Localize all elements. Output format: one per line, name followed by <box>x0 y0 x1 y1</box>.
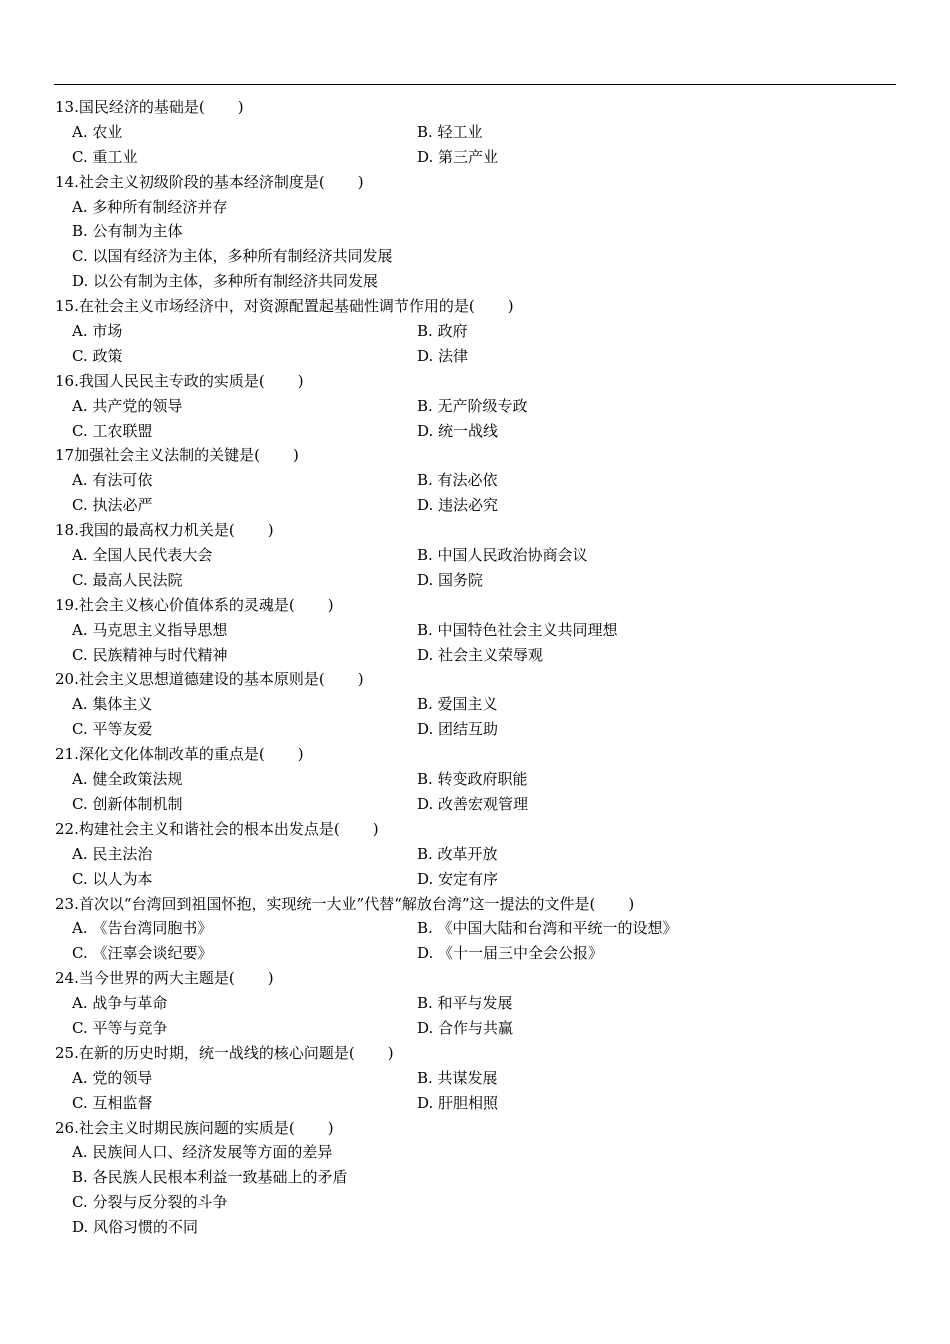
question-text: 25.在新的历史时期，统一战线的核心问题是( <box>55 1043 355 1062</box>
question-list <box>55 95 895 1240</box>
option-a[interactable]: A. 市场 <box>72 322 123 341</box>
question-stem <box>55 518 895 543</box>
question-text: 18.我国的最高权力机关是( <box>55 521 235 540</box>
option-b[interactable]: B. 改革开放 <box>417 844 498 863</box>
close-paren: ) <box>297 745 304 764</box>
option-row <box>55 941 895 966</box>
option-a[interactable]: A. 农业 <box>72 122 123 141</box>
option-d[interactable]: D. 第三产业 <box>417 147 499 166</box>
question-text: 14.社会主义初级阶段的基本经济制度是( <box>55 172 325 191</box>
option-b[interactable]: B. 轻工业 <box>417 122 483 141</box>
option-row <box>55 419 895 444</box>
question-item <box>55 892 895 967</box>
option-d[interactable]: D. 统一战线 <box>417 421 499 440</box>
option-c[interactable]: C. 工农联盟 <box>72 421 153 440</box>
option-c[interactable]: C. 互相监督 <box>72 1093 153 1112</box>
question-item <box>55 294 895 369</box>
option-c[interactable]: C. 以国有经济为主体，多种所有制经济共同发展 <box>72 247 393 266</box>
question-item <box>55 518 895 593</box>
option-c[interactable]: C. 平等友爱 <box>72 720 153 739</box>
option-row <box>55 120 895 145</box>
question-item <box>55 1116 895 1240</box>
option-b[interactable]: B. 转变政府职能 <box>417 770 528 789</box>
header-rule <box>54 84 896 85</box>
option-row <box>55 568 895 593</box>
option-c[interactable]: C. 分裂与反分裂的斗争 <box>72 1193 228 1212</box>
option-a[interactable]: A. 战争与革命 <box>72 994 168 1013</box>
option-d[interactable]: D. 团结互助 <box>417 720 499 739</box>
question-text: 16.我国人民民主专政的实质是( <box>55 371 265 390</box>
question-stem <box>55 593 895 618</box>
question-item <box>55 443 895 518</box>
question-stem <box>55 294 895 319</box>
option-a[interactable]: A. 共产党的领导 <box>72 396 183 415</box>
question-item <box>55 369 895 444</box>
option-row <box>55 867 895 892</box>
question-item <box>55 742 895 817</box>
option-c[interactable]: C. 政策 <box>72 346 123 365</box>
question-text: 15.在社会主义市场经济中，对资源配置起基础性调节作用的是( <box>55 297 475 316</box>
question-item <box>55 593 895 668</box>
question-stem <box>55 966 895 991</box>
option-row <box>55 319 895 344</box>
question-item <box>55 1041 895 1116</box>
option-c[interactable]: C. 《汪辜会谈纪要》 <box>72 944 213 963</box>
option-b[interactable]: B. 中国特色社会主义共同理想 <box>417 620 618 639</box>
question-text: 17加强社会主义法制的关键是( <box>55 446 260 465</box>
close-paren: ) <box>267 521 274 540</box>
option-b[interactable]: B. 政府 <box>417 322 468 341</box>
close-paren: ) <box>507 297 514 316</box>
option-row <box>55 916 895 941</box>
option-b[interactable]: B. 《中国大陆和台湾和平统一的设想》 <box>417 919 678 938</box>
question-stem <box>55 817 895 842</box>
option-d[interactable]: D. 违法必究 <box>417 496 499 515</box>
option-c[interactable]: C. 民族精神与时代精神 <box>72 645 228 664</box>
question-stem <box>55 742 895 767</box>
question-item <box>55 95 895 170</box>
question-text: 22.构建社会主义和谐社会的根本出发点是( <box>55 819 340 838</box>
option-row <box>55 493 895 518</box>
option-row <box>55 1066 895 1091</box>
option-row <box>55 717 895 742</box>
question-text: 20.社会主义思想道德建设的基本原则是( <box>55 670 325 689</box>
question-stem <box>55 892 895 917</box>
close-paren: ) <box>387 1043 394 1062</box>
close-paren: ) <box>357 670 364 689</box>
question-stem <box>55 1041 895 1066</box>
question-item <box>55 817 895 892</box>
option-a[interactable]: A. 健全政策法规 <box>72 770 183 789</box>
question-item <box>55 966 895 1041</box>
option-a[interactable]: A. 集体主义 <box>72 695 153 714</box>
option-b[interactable]: B. 公有制为主体 <box>72 222 183 241</box>
option-a[interactable]: A. 党的领导 <box>72 1068 153 1087</box>
close-paren: ) <box>237 98 244 116</box>
option-c[interactable]: C. 创新体制机制 <box>72 794 183 813</box>
option-c[interactable]: C. 平等与竞争 <box>72 1018 168 1037</box>
question-text: 23.首次以“台湾回到祖国怀抱，实现统一大业”代替“解放台湾”这一提法的文件是( <box>55 894 596 913</box>
option-c[interactable]: C. 以人为本 <box>72 869 153 888</box>
option-b[interactable]: B. 中国人民政治协商会议 <box>417 546 588 565</box>
option-b[interactable]: B. 各民族人民根本利益一致基础上的矛盾 <box>72 1168 348 1187</box>
question-text: 26.社会主义时期民族问题的实质是( <box>55 1118 295 1137</box>
option-c[interactable]: C. 执法必严 <box>72 496 153 515</box>
option-row <box>55 618 895 643</box>
option-row <box>55 344 895 369</box>
option-row <box>55 145 895 170</box>
close-paren: ) <box>628 894 635 913</box>
question-stem <box>55 170 895 195</box>
question-stem <box>55 95 895 120</box>
question-stem <box>55 1116 895 1141</box>
option-row <box>55 468 895 493</box>
option-a[interactable]: A. 民主法治 <box>72 844 153 863</box>
option-row <box>55 1016 895 1041</box>
option-row <box>55 767 895 792</box>
option-row <box>55 842 895 867</box>
option-a[interactable]: A. 《告台湾同胞书》 <box>72 919 213 938</box>
option-a[interactable]: A. 多种所有制经济并存 <box>72 197 228 216</box>
close-paren: ) <box>327 595 334 614</box>
close-paren: ) <box>372 819 379 838</box>
option-row <box>55 643 895 668</box>
question-item <box>55 667 895 742</box>
question-stem <box>55 369 895 394</box>
option-a[interactable]: A. 民族间人口、经济发展等方面的差异 <box>72 1143 333 1162</box>
question-text: 19.社会主义核心价值体系的灵魂是( <box>55 595 295 614</box>
option-b[interactable]: B. 无产阶级专政 <box>417 396 528 415</box>
option-d[interactable]: D. 社会主义荣辱观 <box>417 645 544 664</box>
question-stem <box>55 443 895 468</box>
option-d[interactable]: D. 国务院 <box>417 570 484 589</box>
question-stem <box>55 667 895 692</box>
option-d[interactable]: D. 改善宏观管理 <box>417 794 529 813</box>
option-row <box>55 543 895 568</box>
option-d[interactable]: D. 《十一届三中全会公报》 <box>417 944 604 963</box>
option-row <box>55 1091 895 1116</box>
option-row <box>55 991 895 1016</box>
option-a[interactable]: A. 有法可依 <box>72 471 153 490</box>
question-text: 24.当今世界的两大主题是( <box>55 969 235 988</box>
close-paren: ) <box>357 172 364 191</box>
option-b[interactable]: B. 和平与发展 <box>417 994 513 1013</box>
option-row <box>55 692 895 717</box>
option-c[interactable]: C. 最高人民法院 <box>72 570 183 589</box>
option-row <box>55 792 895 817</box>
question-text: 13.国民经济的基础是( <box>55 98 205 116</box>
option-c[interactable]: C. 重工业 <box>72 147 138 166</box>
close-paren: ) <box>292 446 299 465</box>
option-d[interactable]: D. 安定有序 <box>417 869 499 888</box>
option-d[interactable]: D. 合作与共赢 <box>417 1018 514 1037</box>
option-b[interactable]: B. 有法必依 <box>417 471 498 490</box>
option-d[interactable]: D. 以公有制为主体，多种所有制经济共同发展 <box>72 272 379 291</box>
option-a[interactable]: A. 马克思主义指导思想 <box>72 620 228 639</box>
close-paren: ) <box>297 371 304 390</box>
close-paren: ) <box>267 969 274 988</box>
option-d[interactable]: D. 风俗习惯的不同 <box>72 1218 199 1237</box>
question-item <box>55 170 895 294</box>
option-a[interactable]: A. 全国人民代表大会 <box>72 546 213 565</box>
option-b[interactable]: B. 爱国主义 <box>417 695 498 714</box>
close-paren: ) <box>327 1118 334 1137</box>
option-row <box>55 394 895 419</box>
option-d[interactable]: D. 法律 <box>417 346 469 365</box>
option-b[interactable]: B. 共谋发展 <box>417 1068 498 1087</box>
option-d[interactable]: D. 肝胆相照 <box>417 1093 499 1112</box>
question-text: 21.深化文化体制改革的重点是( <box>55 745 265 764</box>
